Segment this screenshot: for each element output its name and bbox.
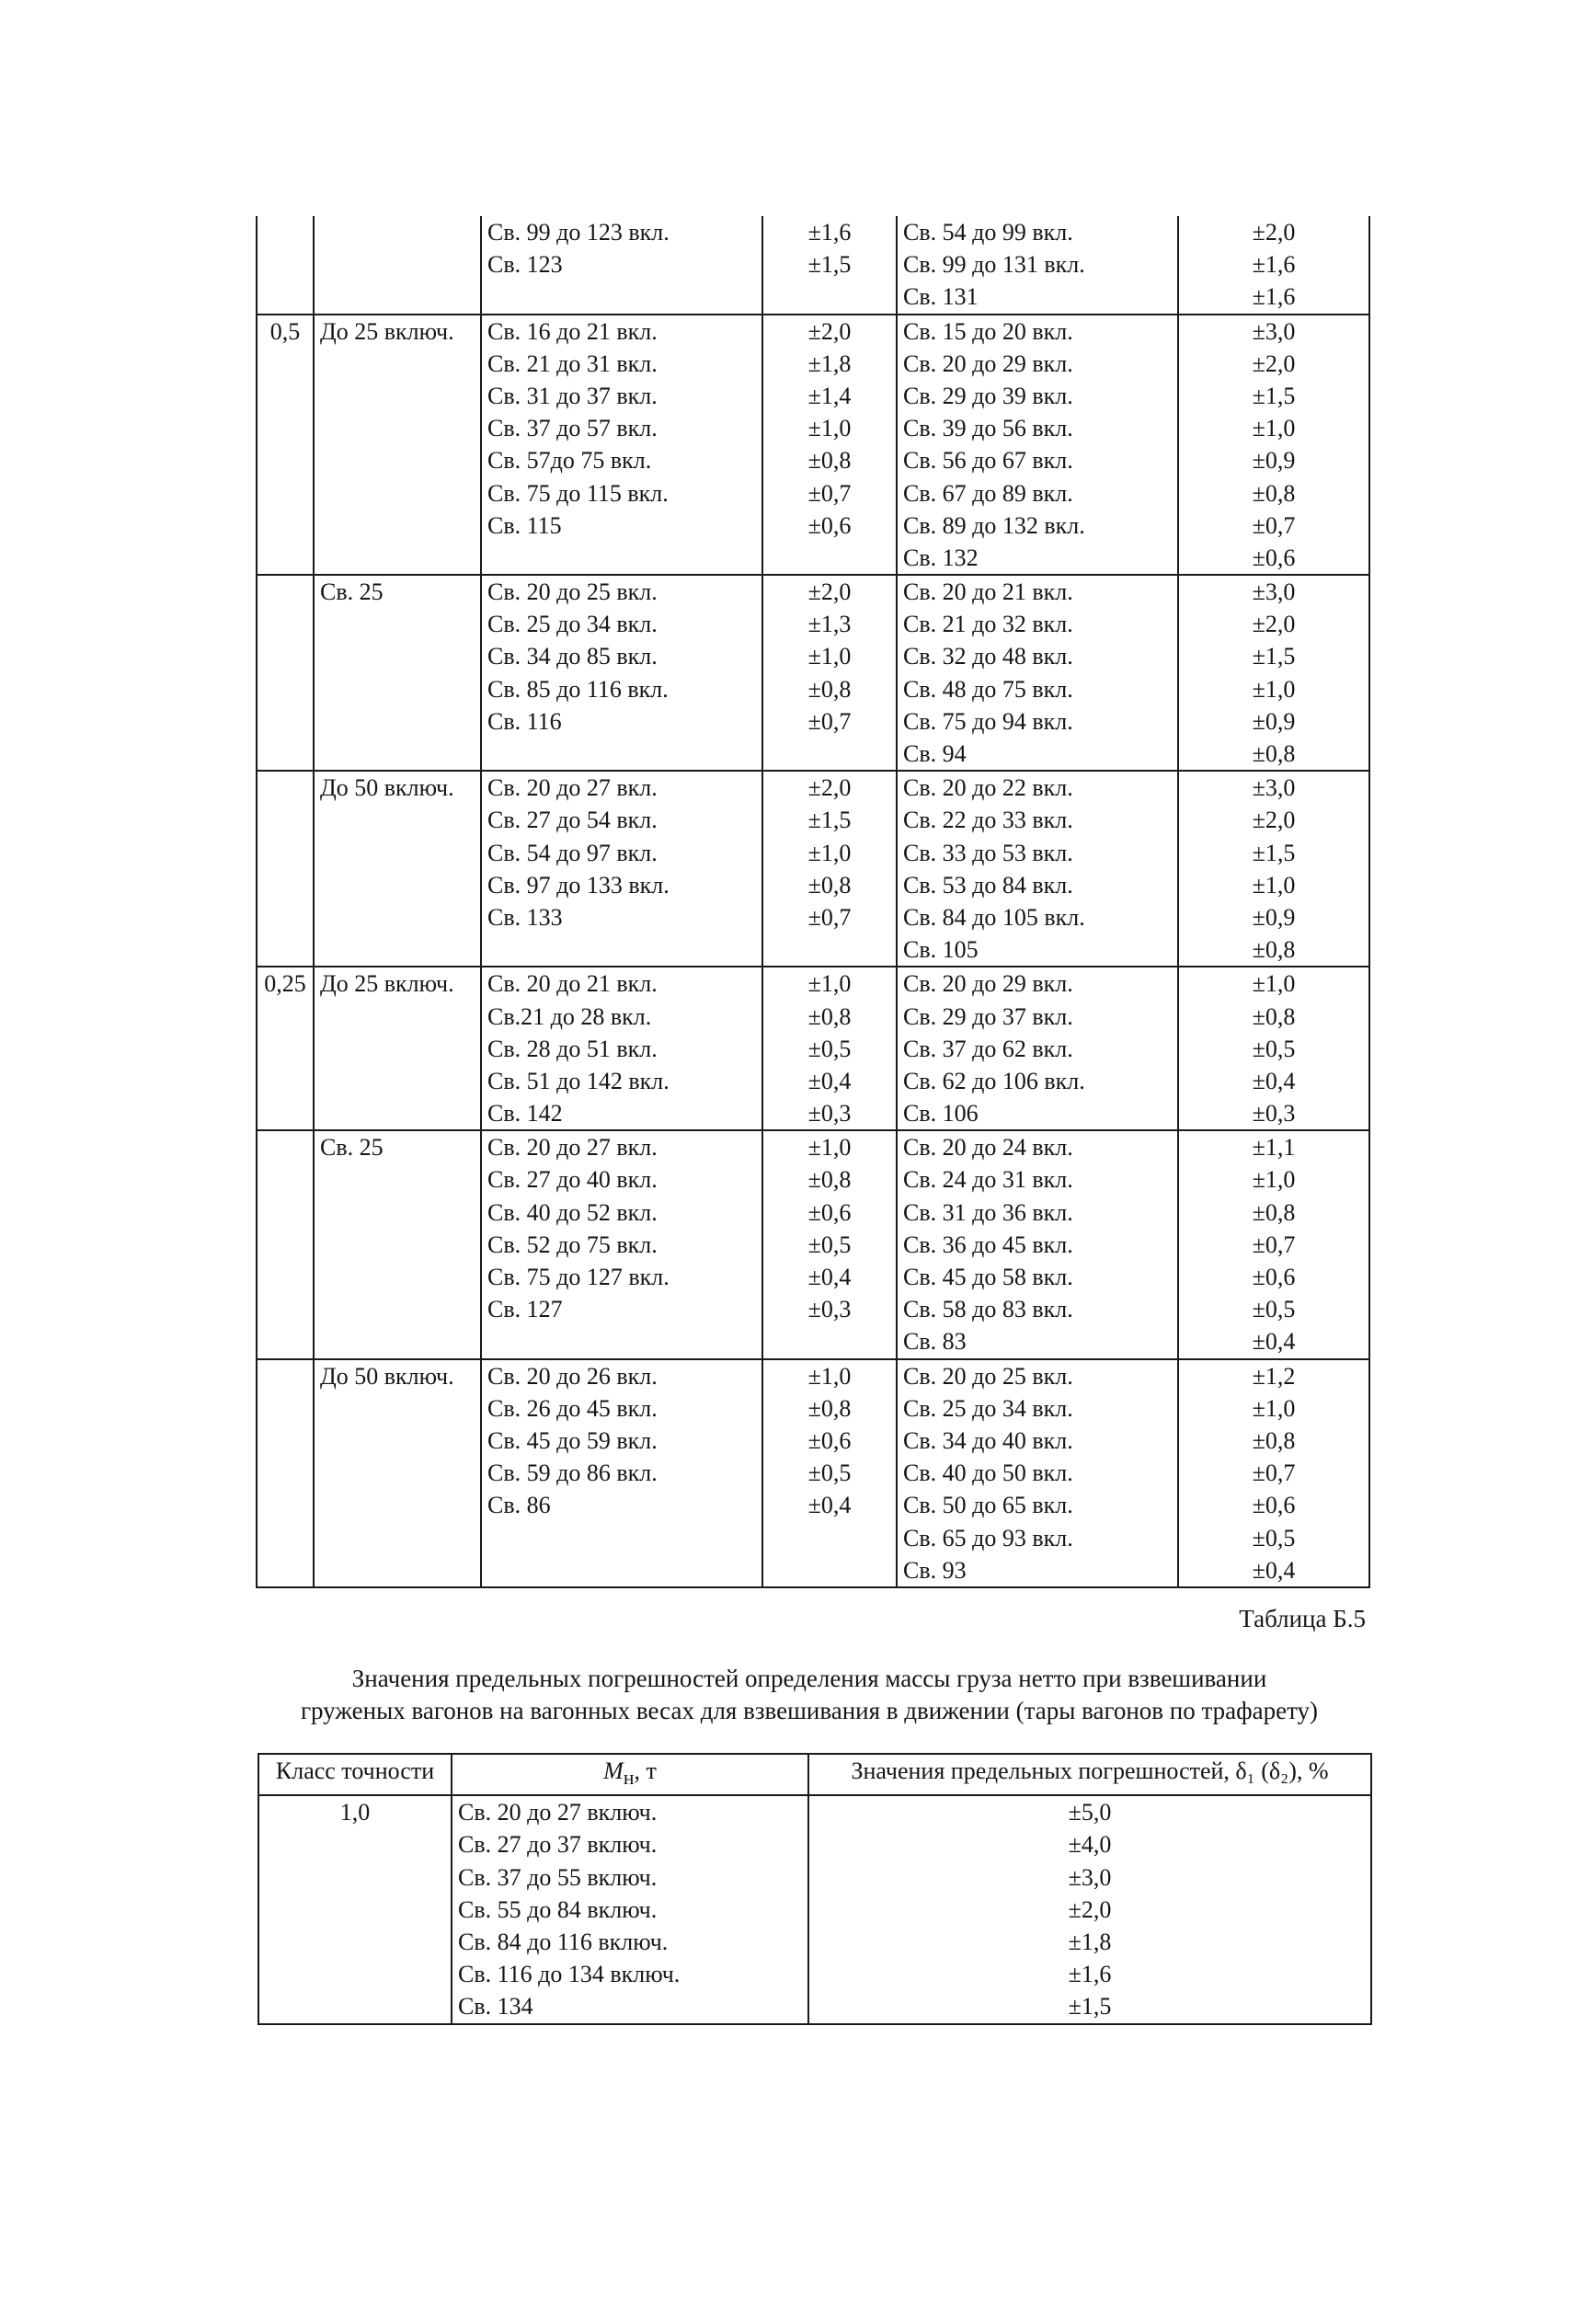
- error-value: ±1,5: [807, 807, 852, 834]
- mass-range-cell-b: [897, 216, 1178, 315]
- error-value: ±1,2: [1252, 1362, 1296, 1390]
- error-value: ±0,7: [807, 479, 852, 507]
- mass-range: Св. 24 до 31 вкл.: [903, 1166, 1073, 1194]
- error-value: ±0,6: [1252, 544, 1296, 571]
- mass-range: Св. 34 до 40 вкл.: [903, 1426, 1073, 1454]
- table-row-group: [257, 315, 1369, 576]
- mass-range: Св. 65 до 93 вкл.: [903, 1524, 1073, 1551]
- error-value: ±1,0: [807, 839, 852, 866]
- axle-load-value: Св. 25: [320, 1134, 384, 1162]
- error-limit-value: ±4,0: [1068, 1831, 1112, 1859]
- accuracy-class-cell: [257, 771, 314, 967]
- error-value: ±0,7: [807, 903, 852, 931]
- accuracy-class-cell: [257, 967, 314, 1130]
- error-value: ±2,0: [1252, 807, 1296, 834]
- error-value: ±1,0: [1252, 1394, 1296, 1422]
- mass-range: Св. 34 до 85 вкл.: [487, 643, 658, 670]
- mass-range: Св. 75 до 94 вкл.: [903, 707, 1073, 735]
- error-value: ±1,0: [1252, 970, 1296, 998]
- net-mass-cell: [452, 1795, 808, 2023]
- mass-range: Св. 56 до 67 вкл.: [903, 447, 1073, 475]
- net-mass-range: Св. 84 до 116 включ.: [458, 1928, 669, 1955]
- error-value: ±0,4: [1252, 1328, 1296, 1356]
- error-value: ±0,3: [1252, 1100, 1296, 1128]
- mass-range: Св. 40 до 52 вкл.: [487, 1198, 658, 1226]
- mass-range: Св. 29 до 37 вкл.: [903, 1002, 1073, 1030]
- error-value: ±0,7: [807, 707, 852, 735]
- accuracy-class-cell: [257, 575, 314, 771]
- error-value: ±2,0: [1252, 219, 1296, 246]
- error-value-cell-b: [1178, 967, 1369, 1130]
- mass-range: Св. 28 до 51 вкл.: [487, 1035, 658, 1062]
- error-value: ±0,8: [807, 1166, 852, 1194]
- mass-range: Св. 20 до 25 вкл.: [903, 1362, 1073, 1390]
- mass-range: Св. 84 до 105 вкл.: [903, 903, 1085, 931]
- mass-range: Св. 97 до 133 вкл.: [487, 871, 670, 899]
- mass-range-cell-a: [481, 575, 762, 771]
- net-mass-range: Св. 20 до 27 включ.: [458, 1799, 658, 1826]
- mass-range: Св. 54 до 99 вкл.: [903, 219, 1073, 246]
- mass-range: Св. 20 до 26 вкл.: [487, 1362, 658, 1390]
- mass-range: Св. 132: [903, 544, 979, 571]
- error-value: ±0,7: [1252, 511, 1296, 539]
- accuracy-class-value: 0,5: [269, 317, 301, 345]
- mass-range-cell-a: [481, 771, 762, 967]
- axle-load-cell: [314, 967, 481, 1130]
- error-value: ±1,0: [807, 970, 852, 998]
- header-row: [258, 1754, 1371, 1795]
- mass-range: Св. 50 до 65 вкл.: [903, 1492, 1073, 1519]
- mass-range: Св. 99 до 123 вкл.: [487, 219, 670, 246]
- axle-load-cell: [314, 216, 481, 315]
- mass-range-cell-a: [481, 967, 762, 1130]
- error-value: ±1,1: [1252, 1134, 1296, 1162]
- accuracy-class-cell: [257, 315, 314, 576]
- mass-subscript: н: [623, 1767, 635, 1790]
- error-value: ±0,8: [807, 871, 852, 899]
- mass-range: Св. 26 до 45 вкл.: [487, 1394, 658, 1422]
- error-value-cell-b: [1178, 1359, 1369, 1587]
- error-value-cell-b: [1178, 216, 1369, 315]
- mass-range: Св. 39 до 56 вкл.: [903, 415, 1073, 442]
- mass-range: Св.21 до 28 вкл.: [487, 1002, 652, 1030]
- error-value: ±0,4: [1252, 1067, 1296, 1094]
- error-value: ±1,0: [1252, 871, 1296, 899]
- table-heading-line-2: груженых вагонов на вагонных весах для взвешивания в движении (тары вагонов по трафарету): [300, 1697, 1319, 1724]
- error-limit-cell: [808, 1795, 1371, 2023]
- mass-range: Св. 25 до 34 вкл.: [487, 611, 658, 638]
- error-value: ±0,7: [1252, 1460, 1296, 1487]
- mass-range: Св. 25 до 34 вкл.: [903, 1394, 1073, 1422]
- mass-range: Св. 85 до 116 вкл.: [487, 675, 669, 703]
- mass-range: Св. 75 до 115 вкл.: [487, 479, 669, 507]
- error-value: ±2,0: [807, 774, 852, 802]
- mass-range: Св. 16 до 21 вкл.: [487, 317, 658, 345]
- axle-load-cell: [314, 1359, 481, 1587]
- mass-unit: , т: [634, 1757, 657, 1784]
- net-mass-range: Св. 27 до 37 включ.: [458, 1831, 658, 1859]
- mass-range: Св. 93: [903, 1556, 967, 1584]
- mass-range: Св. 52 до 75 вкл.: [487, 1231, 658, 1258]
- table-caption: Таблица Б.5: [1239, 1605, 1366, 1632]
- mass-range: Св. 123: [487, 251, 563, 279]
- mass-range: Св. 20 до 21 вкл.: [903, 578, 1073, 606]
- error-value: ±0,6: [1252, 1492, 1296, 1519]
- error-value: ±0,8: [1252, 1198, 1296, 1226]
- error-value: ±0,6: [1252, 1264, 1296, 1290]
- mass-range-cell-b: [897, 1130, 1178, 1358]
- error-value: ±1,5: [807, 251, 852, 279]
- error-limit-value: ±3,0: [1068, 1863, 1112, 1891]
- mass-range: Св. 58 до 83 вкл.: [903, 1296, 1073, 1323]
- error-value: ±0,3: [807, 1296, 852, 1323]
- error-value: ±0,8: [1252, 1426, 1296, 1454]
- mass-range: Св. 33 до 53 вкл.: [903, 839, 1073, 866]
- mass-range: Св. 37 до 62 вкл.: [903, 1035, 1073, 1062]
- error-limit-value: ±5,0: [1068, 1799, 1112, 1826]
- mass-range-cell-b: [897, 967, 1178, 1130]
- error-value: ±1,0: [1252, 1166, 1296, 1194]
- net-mass-range: Св. 116 до 134 включ.: [458, 1961, 681, 1988]
- error-value: ±0,8: [1252, 936, 1296, 964]
- mass-range: Св. 57до 75 вкл.: [487, 447, 652, 475]
- error-value: ±0,6: [807, 1198, 852, 1226]
- net-mass-range: Св. 55 до 84 включ.: [458, 1895, 658, 1923]
- error-value: ±0,8: [1252, 740, 1296, 767]
- mass-range: Св. 21 до 31 вкл.: [487, 349, 658, 377]
- header-accuracy-class: Класс точности: [258, 1754, 452, 1795]
- axle-load-cell: [314, 771, 481, 967]
- error-value: ±0,7: [1252, 1231, 1296, 1258]
- mass-range: Св. 48 до 75 вкл.: [903, 675, 1073, 703]
- mass-range: Св. 31 до 37 вкл.: [487, 382, 658, 409]
- error-value-cell-a: [762, 315, 897, 576]
- error-value: ±0,4: [807, 1264, 852, 1290]
- table-heading-line-1: Значения предельных погрешностей определения массы груза нетто при взвешивании: [351, 1665, 1267, 1692]
- error-value: ±1,5: [1252, 382, 1296, 409]
- error-table-continuation: [256, 216, 1370, 1588]
- mass-range: Св. 115: [487, 511, 562, 539]
- error-limit-value: ±1,8: [1068, 1928, 1112, 1955]
- mass-range: Св. 20 до 29 вкл.: [903, 349, 1073, 377]
- error-value: ±1,6: [1252, 251, 1296, 279]
- table-row-group: [257, 216, 1369, 315]
- error-value: ±0,8: [807, 1002, 852, 1030]
- mass-range: Св. 45 до 58 вкл.: [903, 1264, 1073, 1290]
- net-mass-error-table: [258, 1753, 1372, 2025]
- mass-range: Св. 62 до 106 вкл.: [903, 1067, 1085, 1094]
- error-value: ±1,0: [807, 1362, 852, 1390]
- error-value: ±1,0: [807, 415, 852, 442]
- mass-range-cell-a: [481, 1130, 762, 1358]
- mass-range: Св. 15 до 20 вкл.: [903, 317, 1073, 345]
- error-value: ±1,0: [807, 643, 852, 670]
- mass-range: Св. 37 до 57 вкл.: [487, 415, 658, 442]
- mass-range-cell-a: [481, 216, 762, 315]
- error-value: ±1,0: [807, 1134, 852, 1162]
- axle-load-cell: [314, 315, 481, 576]
- error-value: ±0,5: [807, 1035, 852, 1062]
- error-value: ±0,6: [807, 511, 852, 539]
- mass-range: Св. 40 до 50 вкл.: [903, 1460, 1073, 1487]
- axle-load-value: До 50 включ.: [320, 774, 454, 802]
- error-value: ±0,5: [1252, 1035, 1296, 1062]
- error-limit-value: ±1,5: [1068, 1993, 1112, 2021]
- error-value-cell-a: [762, 575, 897, 771]
- mass-range: Св. 83: [903, 1328, 967, 1356]
- mass-range-cell-b: [897, 1359, 1178, 1587]
- error-value: ±3,0: [1252, 774, 1296, 802]
- error-value-cell-a: [762, 1130, 897, 1358]
- mass-range: Св. 20 до 27 вкл.: [487, 774, 658, 802]
- accuracy-class-cell: [257, 1359, 314, 1587]
- mass-range: Св. 20 до 24 вкл.: [903, 1134, 1073, 1162]
- net-mass-range: Св. 134: [458, 1993, 533, 2021]
- error-value-cell-a: [762, 1359, 897, 1587]
- error-value: ±2,0: [1252, 611, 1296, 638]
- mass-range: Св. 36 до 45 вкл.: [903, 1231, 1073, 1258]
- error-value: ±0,4: [807, 1492, 852, 1519]
- error-value: ±2,0: [807, 317, 852, 345]
- mass-range: Св. 106: [903, 1100, 979, 1128]
- mass-range: Св. 59 до 86 вкл.: [487, 1460, 658, 1487]
- axle-load-value: До 50 включ.: [320, 1362, 454, 1390]
- error-value: ±2,0: [1252, 349, 1296, 377]
- error-value: ±3,0: [1252, 578, 1296, 606]
- error-value: ±1,3: [807, 611, 852, 638]
- error-value: ±0,8: [807, 1394, 852, 1422]
- mass-range: Св. 89 до 132 вкл.: [903, 511, 1085, 539]
- axle-load-value: До 25 включ.: [320, 317, 454, 345]
- table-row-group: [257, 1359, 1369, 1587]
- table-heading: [248, 1663, 1370, 1727]
- mass-range: Св. 20 до 27 вкл.: [487, 1134, 658, 1162]
- error-value: ±0,8: [807, 447, 852, 475]
- error-value: ±1,6: [1252, 283, 1296, 311]
- error-value: ±0,9: [1252, 447, 1296, 475]
- accuracy-class-cell: [257, 216, 314, 315]
- error-value: ±1,8: [807, 349, 852, 377]
- mass-range: Св. 75 до 127 вкл.: [487, 1264, 670, 1290]
- mass-range: Св. 20 до 21 вкл.: [487, 970, 658, 998]
- error-value: ±0,6: [807, 1426, 852, 1454]
- table-row-group: [257, 967, 1369, 1130]
- table-row-group: [257, 1130, 1369, 1358]
- error-value: ±1,6: [807, 219, 852, 246]
- axle-load-cell: [314, 1130, 481, 1358]
- error-value: ±0,5: [807, 1231, 852, 1258]
- error-value-cell-b: [1178, 771, 1369, 967]
- error-value: ±0,5: [807, 1460, 852, 1487]
- header-error-limits: Значения предельных погрешностей, δ₁ (δ₂), %: [808, 1754, 1371, 1795]
- mass-range: Св. 105: [903, 936, 979, 964]
- error-value-cell-b: [1178, 315, 1369, 576]
- error-value: ±1,5: [1252, 643, 1296, 670]
- mass-range: Св. 116: [487, 707, 562, 735]
- table-row-group: [257, 575, 1369, 771]
- error-value: ±0,8: [1252, 479, 1296, 507]
- error-value-cell-a: [762, 967, 897, 1130]
- error-value: ±0,8: [1252, 1002, 1296, 1030]
- mass-symbol: M: [603, 1757, 624, 1784]
- mass-range: Св. 86: [487, 1492, 551, 1519]
- axle-load-value: Св. 25: [320, 578, 384, 606]
- error-value: ±0,8: [807, 675, 852, 703]
- mass-range-cell-b: [897, 771, 1178, 967]
- mass-range: Св. 51 до 142 вкл.: [487, 1067, 670, 1094]
- error-value: ±1,0: [1252, 415, 1296, 442]
- error-value: ±0,9: [1252, 707, 1296, 735]
- mass-range: Св. 127: [487, 1296, 563, 1323]
- mass-range: Св. 27 до 40 вкл.: [487, 1166, 658, 1194]
- mass-range: Св. 22 до 33 вкл.: [903, 807, 1073, 834]
- mass-range: Св. 54 до 97 вкл.: [487, 839, 658, 866]
- error-value: ±0,3: [807, 1100, 852, 1128]
- net-mass-range: Св. 37 до 55 включ.: [458, 1863, 658, 1891]
- error-value: ±0,5: [1252, 1524, 1296, 1551]
- accuracy-class-value: 0,25: [264, 970, 306, 998]
- mass-range: Св. 45 до 59 вкл.: [487, 1426, 658, 1454]
- accuracy-class-cell: [257, 1130, 314, 1358]
- mass-range-cell-a: [481, 315, 762, 576]
- mass-range: Св. 20 до 22 вкл.: [903, 774, 1073, 802]
- error-value-cell-a: [762, 216, 897, 315]
- mass-range-cell-b: [897, 575, 1178, 771]
- axle-load-cell: [314, 575, 481, 771]
- mass-range: Св. 31 до 36 вкл.: [903, 1198, 1073, 1226]
- mass-range: Св. 29 до 39 вкл.: [903, 382, 1073, 409]
- mass-range: Св. 99 до 131 вкл.: [903, 251, 1085, 279]
- data-row: [258, 1795, 1371, 2023]
- error-value: ±0,4: [807, 1067, 852, 1094]
- header-net-mass: [452, 1754, 808, 1795]
- error-value: ±1,0: [1252, 675, 1296, 703]
- mass-range: Св. 53 до 84 вкл.: [903, 871, 1073, 899]
- mass-range-cell-b: [897, 315, 1178, 576]
- mass-range: Св. 142: [487, 1100, 563, 1128]
- mass-range: Св. 27 до 54 вкл.: [487, 807, 658, 834]
- error-limit-value: ±1,6: [1068, 1961, 1112, 1988]
- error-limit-value: ±2,0: [1068, 1895, 1112, 1923]
- error-value: ±1,5: [1252, 839, 1296, 866]
- error-value: ±0,5: [1252, 1296, 1296, 1323]
- mass-range: Св. 94: [903, 740, 967, 767]
- error-value: ±0,9: [1252, 903, 1296, 931]
- mass-range: Св. 20 до 25 вкл.: [487, 578, 658, 606]
- mass-range: Св. 67 до 89 вкл.: [903, 479, 1073, 507]
- error-value: ±2,0: [807, 578, 852, 606]
- mass-range: Св. 21 до 32 вкл.: [903, 611, 1073, 638]
- mass-range: Св. 133: [487, 903, 563, 931]
- accuracy-class-cell: 1,0: [258, 1795, 452, 2023]
- error-value-cell-b: [1178, 1130, 1369, 1358]
- mass-range: Св. 20 до 29 вкл.: [903, 970, 1073, 998]
- error-value: ±1,4: [807, 382, 852, 409]
- error-value-cell-a: [762, 771, 897, 967]
- axle-load-value: До 25 включ.: [320, 970, 454, 998]
- mass-range: Св. 131: [903, 283, 979, 311]
- table-row-group: [257, 771, 1369, 967]
- error-value: ±3,0: [1252, 317, 1296, 345]
- error-table-body: [257, 216, 1369, 1587]
- error-value-cell-b: [1178, 575, 1369, 771]
- mass-range-cell-a: [481, 1359, 762, 1587]
- mass-range: Св. 32 до 48 вкл.: [903, 643, 1073, 670]
- error-value: ±0,4: [1252, 1556, 1296, 1584]
